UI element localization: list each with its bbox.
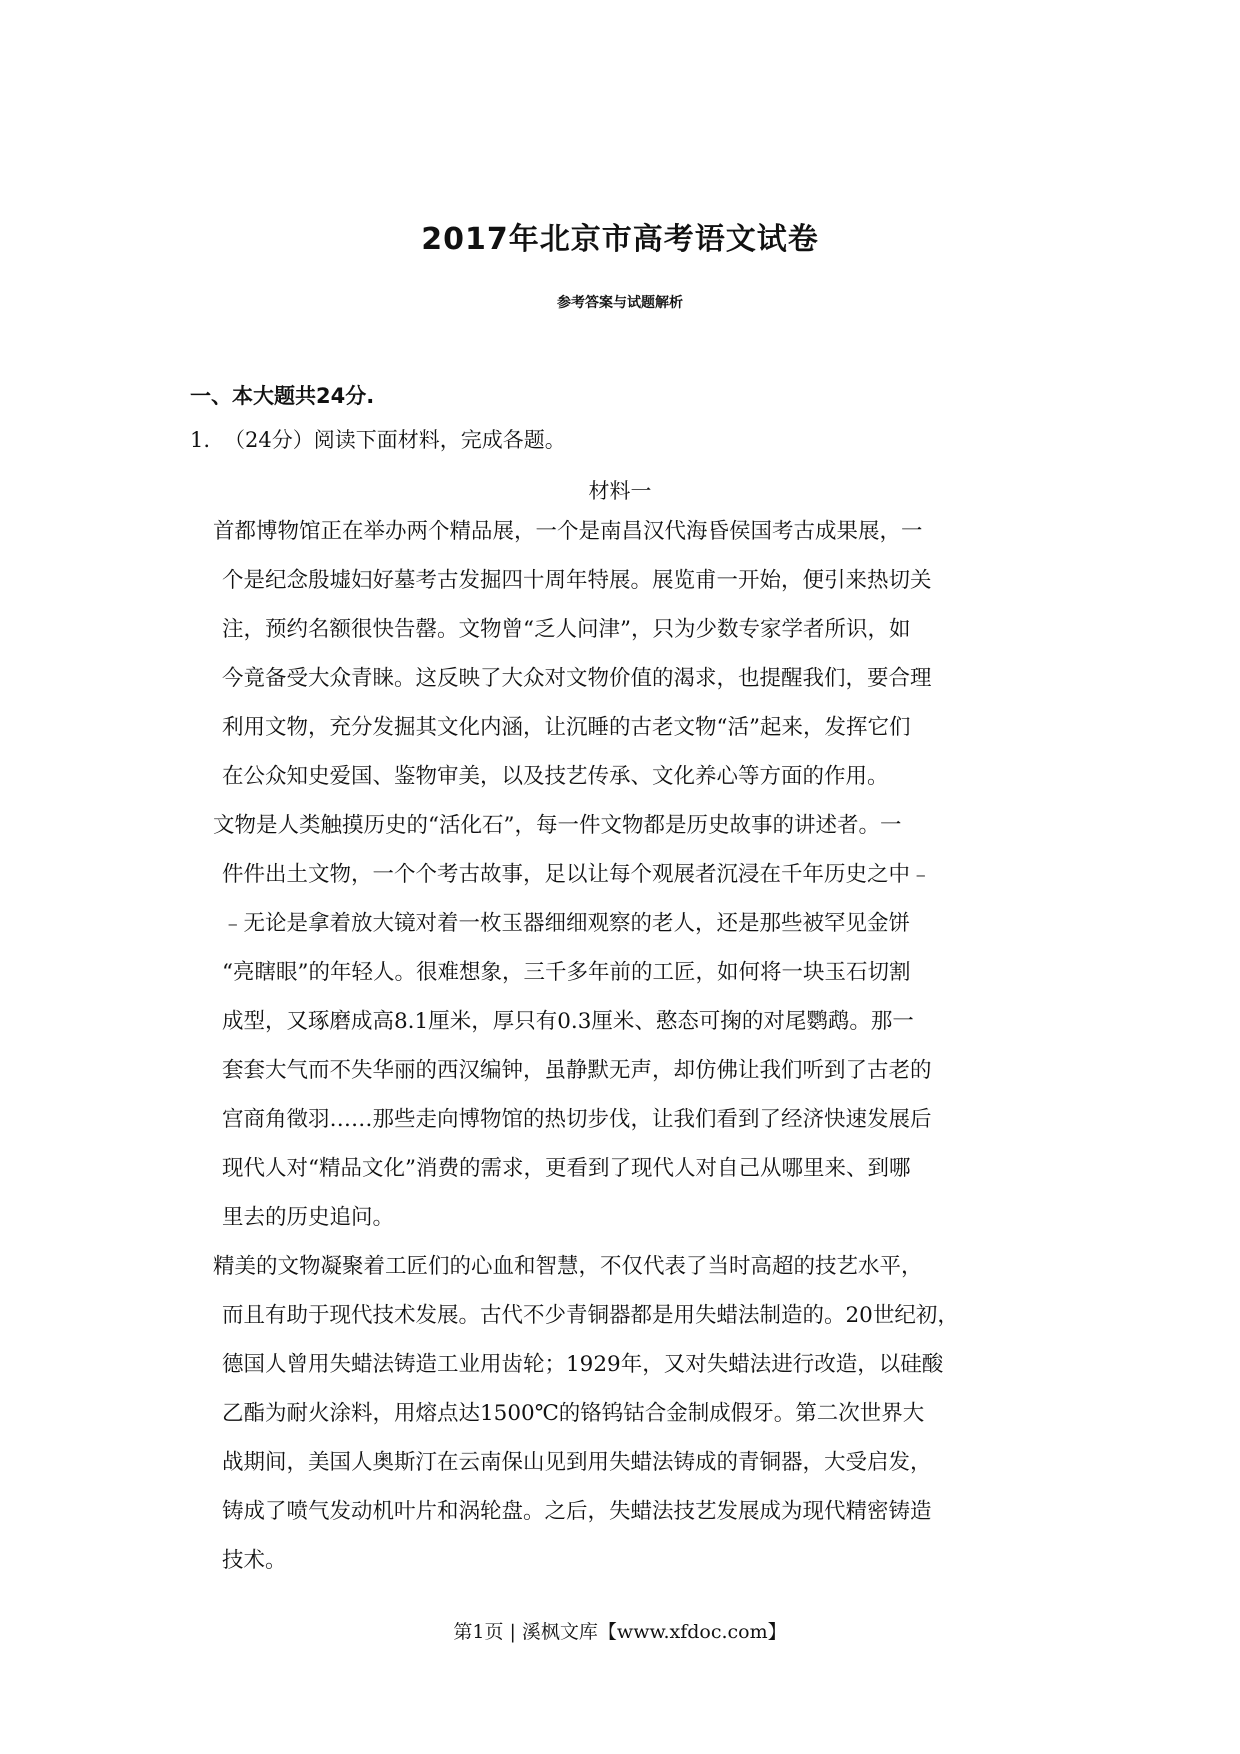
question-number: 1. <box>190 428 211 452</box>
body-line: 而且有助于现代技术发展。古代不少青铜器都是用失蜡法制造的。20世纪初， <box>222 1303 959 1328</box>
question-1 <box>190 424 566 454</box>
body-line: 注，预约名额很快告罄。文物曾“乏人问津”，只为少数专家学者所识，如 <box>222 617 911 642</box>
body-line: 文物是人类触摸历史的“活化石”，每一件文物都是历史故事的讲述者。一 <box>213 813 902 838</box>
document-subtitle: 参考答案与试题解析 <box>557 295 683 311</box>
body-line: 技术。 <box>222 1548 287 1573</box>
material-title: 材料一 <box>588 479 652 503</box>
body-line: 现代人对“精品文化”消费的需求，更看到了现代人对自己从哪里来、到哪 <box>222 1156 911 1181</box>
body-line: ﹣无论是拿着放大镜对着一枚玉器细细观察的老人，还是那些被罕见金饼 <box>222 911 911 936</box>
body-line: 精美的文物凝聚着工匠们的心血和智慧，不仅代表了当时高超的技艺水平， <box>213 1254 923 1279</box>
body-line: 德国人曾用失蜡法铸造工业用齿轮；1929年，又对失蜡法进行改造，以硅酸 <box>222 1352 944 1377</box>
body-line: 个是纪念殷墟妇好墓考古发掘四十周年特展。展览甫一开始，便引来热切关 <box>222 568 932 593</box>
body-line: 战期间，美国人奥斯汀在云南保山见到用失蜡法铸成的青铜器，大受启发， <box>222 1450 932 1475</box>
body-line: 铸成了喷气发动机叶片和涡轮盘。之后，失蜡法技艺发展成为现代精密铸造 <box>222 1499 932 1524</box>
body-line: 件件出土文物，一个个考古故事，足以让每个观展者沉浸在千年历史之中﹣ <box>222 862 932 887</box>
body-line: 套套大气而不失华丽的西汉编钟，虽静默无声，却仿佛让我们听到了古老的 <box>222 1058 932 1083</box>
page-footer: 第1页 | 溪枫文库【www.xfdoc.com】 <box>453 1621 787 1643</box>
body-line: 宫商角徵羽……那些走向博物馆的热切步伐，让我们看到了经济快速发展后 <box>222 1107 932 1132</box>
body-line: 首都博物馆正在举办两个精品展，一个是南昌汉代海昏侯国考古成果展，一 <box>213 519 923 544</box>
question-text: （24分）阅读下面材料，完成各题。 <box>224 428 566 452</box>
body-line: 里去的历史追问。 <box>222 1205 395 1230</box>
body-line: 乙酯为耐火涂料，用熔点达1500℃的铬钨钴合金制成假牙。第二次世界大 <box>222 1401 925 1426</box>
body-line: 利用文物，充分发掘其文化内涵，让沉睡的古老文物“活”起来，发挥它们 <box>222 715 911 740</box>
body-line: “亮瞎眼”的年轻人。很难想象，三千多年前的工匠，如何将一块玉石切割 <box>222 960 911 985</box>
body-line: 在公众知史爱国、鉴物审美，以及技艺传承、文化养心等方面的作用。 <box>222 764 889 789</box>
document-title: 2017年北京市高考语文试卷 <box>421 222 819 257</box>
section-heading: 一、本大题共24分. <box>190 384 375 408</box>
body-line: 成型，又琢磨成高8.1厘米，厚只有0.3厘米、憨态可掬的对尾鹦鹉。那一 <box>222 1009 914 1034</box>
body-line: 今竟备受大众青睐。这反映了大众对文物价值的渴求，也提醒我们，要合理 <box>222 666 932 691</box>
